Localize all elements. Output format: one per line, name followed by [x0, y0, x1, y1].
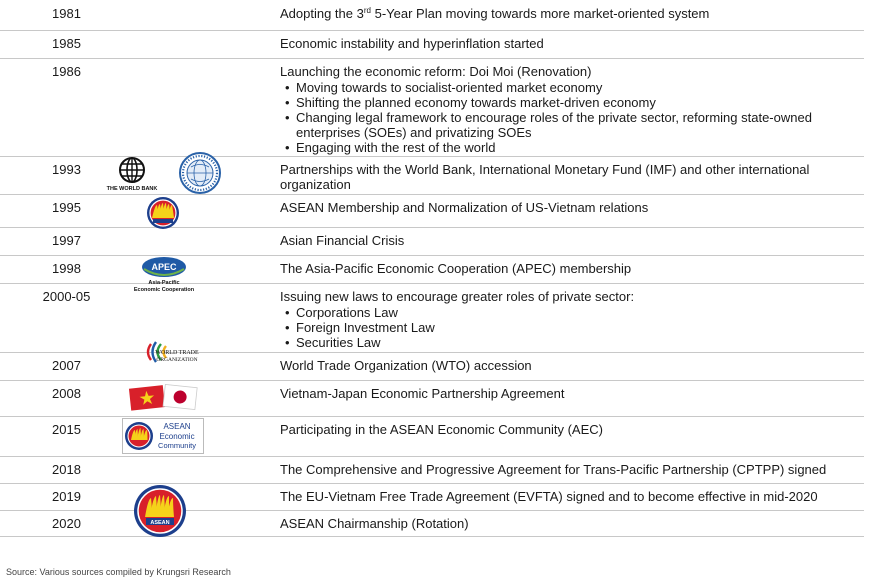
row-year: 1993 [52, 162, 81, 177]
row-description: Asian Financial Crisis [280, 233, 405, 248]
timeline-row [0, 283, 864, 353]
row-year: 2018 [52, 462, 81, 477]
bullet-item: • Corporations Law [296, 305, 850, 320]
row-description: Participating in the ASEAN Economic Community (AEC) [280, 422, 603, 437]
aec-logo-icon [122, 418, 204, 454]
row-description: The Asia-Pacific Economic Cooperation (APEC) membership [280, 261, 632, 276]
aec-logo [122, 418, 204, 454]
row-year: 2015 [52, 422, 81, 437]
wto-logo-text: ORGANIZATION [156, 357, 198, 363]
world-bank-globe-icon [103, 156, 161, 193]
row-year: 2020 [52, 516, 81, 531]
row-year: 1995 [52, 200, 81, 215]
imf-seal-icon [178, 152, 222, 194]
row-year: 2008 [52, 386, 81, 401]
bullet-item: • Engaging with the rest of the world [296, 140, 850, 155]
bullet-list [280, 305, 850, 350]
row-year: 1997 [52, 233, 81, 248]
asean-emblem-text: ASEAN [150, 520, 170, 526]
bullet-item: • Moving towards to socialist-oriented market economy [296, 80, 850, 95]
aec-logo-text: Community [158, 441, 196, 450]
bullet-item: • Foreign Investment Law [296, 320, 850, 335]
timeline-row [0, 227, 864, 256]
row-text: Issuing new laws to encourage greater roles of private sector: [280, 289, 635, 304]
row-description [280, 6, 850, 21]
timeline-row [0, 156, 864, 195]
row-description: ASEAN Membership and Normalization of US-Vietnam relations [280, 200, 649, 215]
timeline-row [0, 255, 864, 293]
timeline-row [0, 483, 864, 511]
row-text: Launching the economic reform: Doi Moi (Renovation) [280, 64, 592, 79]
world-bank-logo [103, 156, 161, 193]
row-text: Adopting the 3 [280, 6, 364, 21]
row-description: World Trade Organization (WTO) accession [280, 358, 532, 373]
vietnam-japan-flags [128, 382, 200, 414]
imf-seal [178, 152, 222, 194]
source-note: Source: Various sources compiled by Krungsri Research [6, 567, 231, 577]
row-text: 5-Year Plan moving towards more market-oriented system [370, 6, 710, 21]
row-year: 1998 [52, 261, 81, 276]
row-year: 1985 [52, 36, 81, 51]
timeline-row [0, 0, 864, 31]
timeline-row [0, 510, 864, 537]
bullet-item: • Shifting the planned economy towards market-driven economy [296, 95, 850, 110]
wto-logo-text: WORLD TRADE [155, 350, 199, 356]
row-description [280, 64, 850, 155]
row-year: 2007 [52, 358, 81, 373]
wto-logo [137, 338, 199, 378]
row-year: 1986 [52, 64, 81, 79]
timeline-row [0, 194, 864, 228]
world-bank-logo-text: THE WORLD BANK [106, 186, 158, 192]
apec-logo-text: Asia-Pacific [148, 280, 180, 286]
row-year: 2019 [52, 489, 81, 504]
asean-emblem-icon [133, 484, 187, 538]
timeline-row [0, 416, 864, 457]
timeline-row [0, 380, 864, 417]
timeline-row [0, 352, 864, 381]
row-description: ASEAN Chairmanship (Rotation) [280, 516, 469, 531]
asean-emblem-icon [144, 196, 182, 230]
wto-logo-icon [137, 338, 199, 378]
bullet-list [280, 80, 850, 155]
ordinal-suffix: rd [363, 6, 371, 15]
timeline-row [0, 58, 864, 157]
row-description: The Comprehensive and Progressive Agreement for Trans-Pacific Partnership (CPTPP) signed [280, 462, 827, 477]
asean-emblem-large [133, 484, 187, 538]
row-description: Economic instability and hyperinflation started [280, 36, 544, 51]
row-description: Vietnam-Japan Economic Partnership Agreement [280, 386, 565, 401]
aec-logo-text: ASEAN [163, 422, 191, 431]
row-year: 1981 [52, 6, 81, 21]
row-description [280, 289, 850, 350]
bullet-item: • Securities Law [296, 335, 850, 350]
bullet-item: • Changing legal framework to encourage roles of the private sector, reforming state-owned enterprises (SOEs) and privatizing SOEs [296, 110, 850, 140]
asean-emblem-small [144, 196, 182, 230]
flags-icon [128, 382, 200, 414]
apec-logo-text: Economic Cooperation [133, 287, 195, 293]
apec-badge-text: APEC [151, 262, 177, 272]
timeline-row [0, 30, 864, 59]
row-description: The EU-Vietnam Free Trade Agreement (EVFTA) signed and to become effective in mid-2020 [280, 489, 818, 504]
row-description: Partnerships with the World Bank, International Monetary Fund (IMF) and other international organization [280, 162, 810, 192]
row-year: 2000-05 [42, 289, 91, 304]
timeline-row [0, 456, 864, 484]
aec-logo-text: Economic [159, 432, 195, 441]
